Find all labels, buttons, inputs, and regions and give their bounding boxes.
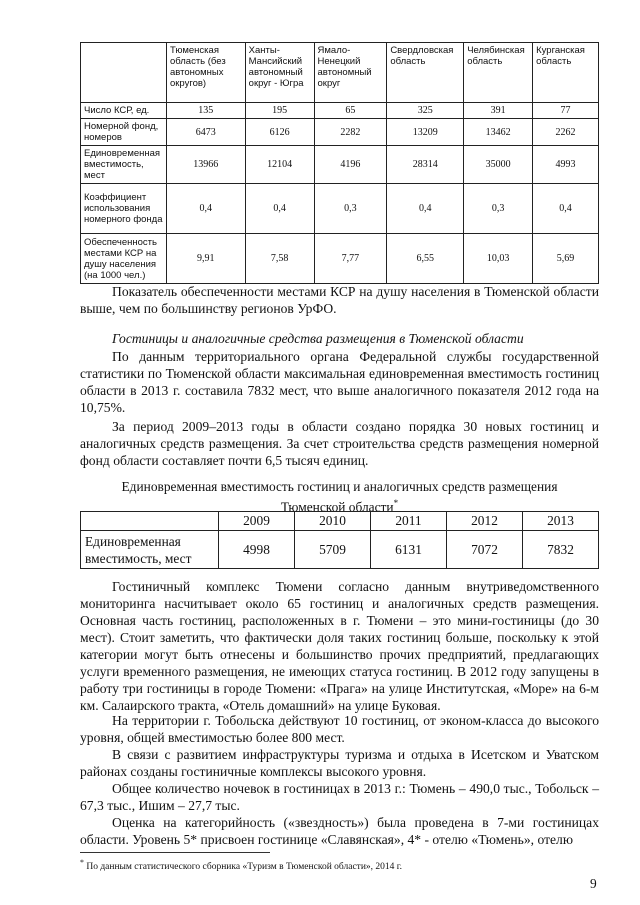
table-cell: 9,91	[166, 234, 245, 284]
row-label: Единовременная вместимость, мест	[81, 531, 219, 569]
paragraph: Оценка на категорийность («звездность») была проведена в 7-ми гостиницах области. Уровень 5* присвоен гостинице «Славянская», 4* - отелю «Тюмень», отелю	[80, 815, 599, 847]
column-header: Ямало-Ненецкий автономный округ	[314, 43, 387, 103]
column-header: Тюменская область (без автономных округов)	[166, 43, 245, 103]
table-cell: 4993	[533, 146, 599, 184]
table-cell: 13966	[166, 146, 245, 184]
year-header: 2009	[219, 512, 295, 531]
table-cell: 28314	[387, 146, 464, 184]
paragraph: Показатель обеспеченности местами КСР на душу населения в Тюменской области выше, чем по большинству регионов УрФО.	[80, 284, 599, 316]
column-header: Челябинская область	[464, 43, 533, 103]
footnote	[80, 858, 402, 872]
table-row	[81, 531, 599, 569]
column-header: Курганская область	[533, 43, 599, 103]
table-cell: 35000	[464, 146, 533, 184]
table-cell: 0,4	[387, 184, 464, 234]
footnote-marker: *	[393, 498, 399, 508]
table-header-row	[81, 43, 599, 103]
table-cell: 6131	[371, 531, 447, 569]
paragraph: На территории г. Тобольска действуют 10 гостиниц, от эконом-класса до высокого уровня, общей вместимостью более 800 мест.	[80, 713, 599, 745]
table-row	[81, 146, 599, 184]
table-cell: 0,4	[166, 184, 245, 234]
year-header: 2013	[523, 512, 599, 531]
table-cell: 195	[245, 103, 314, 119]
table-cell: 7072	[447, 531, 523, 569]
ksr-comparison-table	[80, 42, 599, 284]
table-cell: 7,58	[245, 234, 314, 284]
table-cell: 391	[464, 103, 533, 119]
column-header: Свердловская область	[387, 43, 464, 103]
table-cell: 2282	[314, 119, 387, 146]
paragraph: За период 2009–2013 годы в области создано порядка 30 новых гостиниц и аналогичных средств размещения. За счет строительства средств размещения номерной фонд области составляет почти 6,5 тысяч единиц.	[80, 419, 599, 468]
footnote-divider	[80, 852, 270, 853]
section-heading: Гостиницы и аналогичные средства размещения в Тюменской области	[112, 331, 524, 346]
table-header-row	[81, 512, 599, 531]
row-label: Обеспеченность местами КСР на душу населения (на 1000 чел.)	[81, 234, 167, 284]
row-label: Номерной фонд, номеров	[81, 119, 167, 146]
table-cell: 6126	[245, 119, 314, 146]
footnote-marker: *	[80, 858, 84, 867]
table-cell: 4998	[219, 531, 295, 569]
table-cell: 2262	[533, 119, 599, 146]
table-row	[81, 234, 599, 284]
table-row	[81, 119, 599, 146]
table-caption-line: Тюменской области	[280, 499, 394, 515]
table-cell: 5709	[295, 531, 371, 569]
table-cell: 135	[166, 103, 245, 119]
table-cell: 13462	[464, 119, 533, 146]
table-row	[81, 103, 599, 119]
year-header: 2010	[295, 512, 371, 531]
header-empty-cell	[81, 512, 219, 531]
table-cell: 0,4	[533, 184, 599, 234]
table-cell: 77	[533, 103, 599, 119]
table-cell: 6,55	[387, 234, 464, 284]
footnote-text: По данным статистического сборника «Туризм в Тюменской области», 2014 г.	[86, 862, 402, 873]
table-cell: 0,3	[314, 184, 387, 234]
table-cell: 6473	[166, 119, 245, 146]
table-caption-line: Единовременная вместимость гостиниц и аналогичных средств размещения	[121, 479, 558, 494]
paragraph: По данным территориального органа Федеральной службы государственной статистики по Тюменской области максимальная единовременная вместимость гостиниц области в 2013 г. составила 7832 мест, что выше аналогичного показателя 2012 года на 10,75%.	[80, 349, 599, 415]
capacity-table	[80, 511, 599, 569]
page-number: 9	[590, 876, 597, 891]
paragraph: Гостиничный комплекс Тюмени согласно данным внутриведомственного мониторинга насчитывает около 65 гостиниц и аналогичных средств размещения. Основная часть гостиниц, расположенных в г. Тюмени – это мини-гостиницы (до 30 мест). Стоит заметить, что фактически доля таких гостиниц больше, поскольку к этой категории могут быть отнесены и большинство прочих предприятий, предлагающих услуги временного размещения, не имеющих статуса гостиниц. В 2012 году запущены в работу три гостиницы в городе Тюмени: «Прага» на улице Институтская, «Море» на 6-м км. Салаирского тракта, «Отель домашний» на улице Буковая.	[80, 579, 599, 713]
year-header: 2012	[447, 512, 523, 531]
table-cell: 65	[314, 103, 387, 119]
table-caption	[80, 478, 599, 515]
table-cell: 325	[387, 103, 464, 119]
table-cell: 7832	[523, 531, 599, 569]
table-cell: 12104	[245, 146, 314, 184]
row-label: Единовременная вместимость, мест	[81, 146, 167, 184]
table-cell: 0,3	[464, 184, 533, 234]
table-cell: 13209	[387, 119, 464, 146]
table-cell: 10,03	[464, 234, 533, 284]
year-header: 2011	[371, 512, 447, 531]
table-cell: 4196	[314, 146, 387, 184]
table-cell: 7,77	[314, 234, 387, 284]
table-row	[81, 184, 599, 234]
table-cell: 0,4	[245, 184, 314, 234]
row-label: Число КСР, ед.	[81, 103, 167, 119]
paragraph: Общее количество ночевок в гостиницах в 2013 г.: Тюмень – 490,0 тыс., Тобольск – 67,3 тыс., Ишим – 27,7 тыс.	[80, 781, 599, 813]
table-cell: 5,69	[533, 234, 599, 284]
header-empty-cell	[81, 43, 167, 103]
column-header: Ханты-Мансийский автономный округ - Югра	[245, 43, 314, 103]
row-label: Коэффициент использования номерного фонда	[81, 184, 167, 234]
paragraph: В связи с развитием инфраструктуры туризма и отдыха в Исетском и Уватском районах созданы гостиничные комплексы высокого уровня.	[80, 747, 599, 779]
